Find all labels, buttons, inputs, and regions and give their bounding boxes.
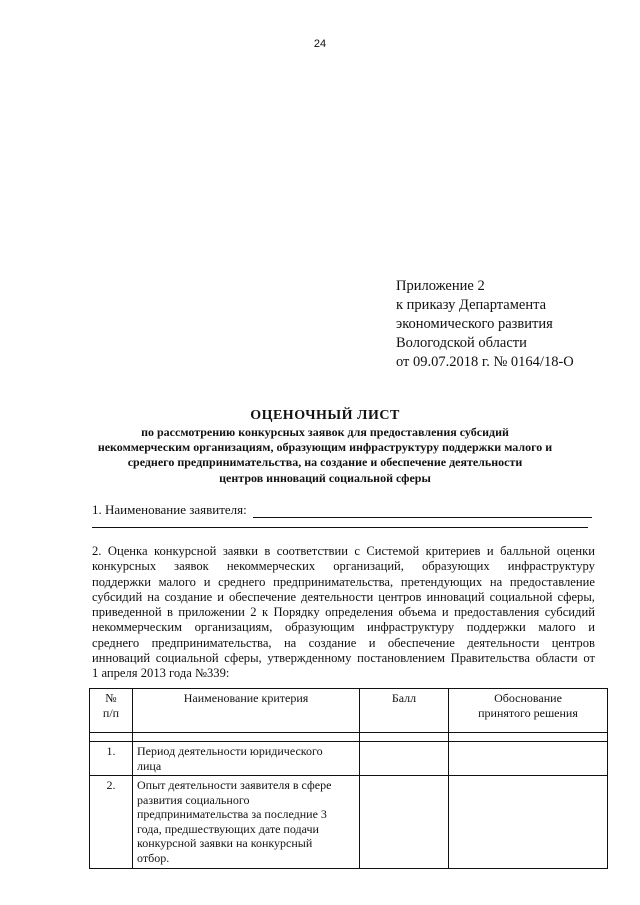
basis-cell[interactable]: [449, 742, 608, 776]
table-spacer-row: [90, 733, 608, 742]
criterion-line: Опыт деятельности заявителя в сфере: [137, 778, 332, 792]
word: конкурсной: [153, 544, 217, 558]
paragraph-line: [92, 590, 595, 605]
word: образующим: [285, 620, 355, 635]
word: соответствии: [276, 544, 348, 558]
word: некоммерческих: [226, 559, 316, 574]
applicant-name-field[interactable]: [253, 505, 592, 518]
criterion-name: [133, 742, 360, 776]
word: приведенной: [92, 605, 162, 620]
header-number-line: п/п: [102, 705, 120, 720]
word: и: [217, 589, 225, 604]
word: поддержки: [92, 574, 151, 589]
word: и: [441, 605, 449, 620]
spacer-cell: [449, 733, 608, 742]
appendix-line: к приказу Департамента: [396, 297, 547, 313]
word: и: [486, 544, 494, 558]
word: предпринимательства,: [273, 574, 394, 589]
word: критериев: [425, 544, 481, 558]
word: 2.: [92, 544, 102, 558]
word: оценки: [556, 544, 595, 558]
word: обеспечение: [229, 589, 297, 604]
word: в: [167, 605, 173, 620]
criteria-table: [89, 688, 608, 869]
word: области: [535, 651, 578, 666]
criterion-line: предпринимательства за последние 3: [137, 807, 327, 821]
row-number: 2.: [90, 776, 133, 869]
paragraph-line: [92, 544, 595, 559]
word: организаций,: [333, 559, 404, 574]
criterion-line: лица: [137, 758, 162, 773]
word: инфраструктуру: [367, 620, 455, 635]
paragraph-line: [92, 620, 595, 635]
subtitle-line: центров инноваций социальной сферы: [219, 470, 431, 485]
appendix-line: экономического развития: [396, 316, 553, 332]
word: малого: [538, 620, 576, 635]
document-subtitle: [60, 425, 590, 486]
paragraph-line: [92, 575, 595, 590]
word: утвержденному: [267, 651, 352, 666]
word: среднего: [218, 574, 266, 589]
word: деятельности: [467, 635, 540, 650]
word: Порядку: [273, 605, 320, 620]
word: некоммерческим: [92, 620, 183, 635]
word: балльной: [500, 544, 551, 558]
appendix-line: Вологодской области: [396, 335, 527, 351]
word: сферы,: [557, 589, 595, 604]
header-number-line: №: [105, 691, 117, 705]
word: Оценка: [107, 544, 148, 558]
score-cell[interactable]: [360, 776, 449, 869]
spacer-cell: [133, 733, 360, 742]
word: к: [261, 605, 269, 620]
applicant-name-field-continued[interactable]: [92, 526, 588, 528]
word: малого: [158, 574, 196, 589]
word: на: [283, 635, 297, 650]
word: социальной: [489, 589, 553, 604]
word: создание: [308, 635, 357, 650]
word: Системой: [366, 544, 420, 558]
word: обеспечение: [387, 635, 455, 650]
word: постановлением: [357, 651, 445, 666]
document-heading: [60, 407, 590, 486]
word: сферы,: [224, 651, 262, 666]
word: приложении: [178, 605, 245, 620]
word: организациям,: [194, 620, 273, 635]
criterion-line: отбор.: [137, 850, 170, 865]
word: заявок: [174, 559, 209, 574]
header-basis-line: принятого решения: [478, 705, 578, 720]
word: объема: [398, 605, 437, 620]
word: деятельности: [301, 589, 374, 604]
word: и: [368, 635, 376, 650]
word: центров: [378, 589, 422, 604]
criterion-name: [133, 776, 360, 869]
criterion-line: конкурсной заявки на конкурсный: [137, 836, 313, 850]
table-header-row: [90, 689, 608, 733]
word: среднего: [92, 635, 140, 650]
word: в: [264, 544, 271, 558]
subtitle-line: некоммерческим организациям, образующим инфраструктуру поддержки малого и: [97, 440, 553, 455]
word: социальной: [155, 651, 219, 666]
appendix-reference: [396, 277, 574, 372]
word: определения: [325, 605, 394, 620]
word: и: [588, 620, 595, 635]
spacer-cell: [90, 733, 133, 742]
word: субсидий: [92, 589, 143, 604]
spacer-cell: [360, 733, 449, 742]
header-number: [90, 689, 133, 733]
paragraph-line: [92, 605, 595, 620]
applicant-name-section: [92, 502, 592, 528]
paragraph-line: [92, 636, 595, 651]
header-criterion-name: Наименование критерия: [133, 689, 360, 733]
word: на: [489, 574, 503, 589]
word: конкурсных: [92, 559, 157, 574]
paragraph-line: [92, 651, 595, 666]
word: центров: [551, 635, 595, 650]
word: заявки: [222, 544, 258, 558]
criterion-line: развития социального: [137, 792, 250, 807]
score-cell[interactable]: [360, 742, 449, 776]
subtitle-line: среднего предпринимательства, на создание и обеспечение деятельности: [127, 455, 523, 470]
basis-cell[interactable]: [449, 776, 608, 869]
word: от: [583, 651, 595, 666]
appendix-line: Приложение 2: [396, 278, 485, 294]
criterion-line: Период деятельности юридического: [137, 744, 323, 758]
paragraph-line: 1 апреля 2013 года №339:: [92, 666, 230, 681]
word: инноваций: [92, 651, 151, 666]
evaluation-paragraph: [92, 544, 595, 682]
page-number: 24: [313, 38, 327, 50]
row-number: 1.: [90, 742, 133, 776]
header-score: Балл: [360, 689, 449, 733]
word: на: [147, 589, 160, 604]
word: и: [203, 574, 211, 589]
appendix-line: от 09.07.2018 г. № 0164/18-О: [396, 354, 574, 370]
word: инноваций: [426, 589, 485, 604]
word: предоставление: [509, 574, 595, 589]
word: предпринимательства,: [151, 635, 272, 650]
word: Правительства: [450, 651, 530, 666]
word: 2: [250, 605, 257, 620]
word: инфраструктуру: [507, 559, 595, 574]
word: предоставления: [454, 605, 540, 620]
subtitle-line: по рассмотрению конкурсных заявок для предоставления субсидий: [141, 425, 509, 439]
word: претендующих: [400, 574, 483, 589]
header-basis-line: Обоснование: [494, 691, 562, 705]
word: с: [354, 544, 360, 558]
document-title: ОЦЕНОЧНЫЙ ЛИСТ: [250, 408, 400, 423]
paragraph-line: [92, 559, 595, 574]
header-basis: [449, 689, 608, 733]
table-row: [90, 742, 608, 776]
word: поддержки: [466, 620, 526, 635]
applicant-name-label: 1. Наименование заявителя:: [92, 502, 247, 517]
word: создание: [164, 589, 213, 604]
word: субсидий: [544, 605, 595, 620]
table-row: [90, 776, 608, 869]
word: образующих: [421, 559, 490, 574]
criterion-line: года, предшествующих дате подачи: [137, 821, 319, 836]
